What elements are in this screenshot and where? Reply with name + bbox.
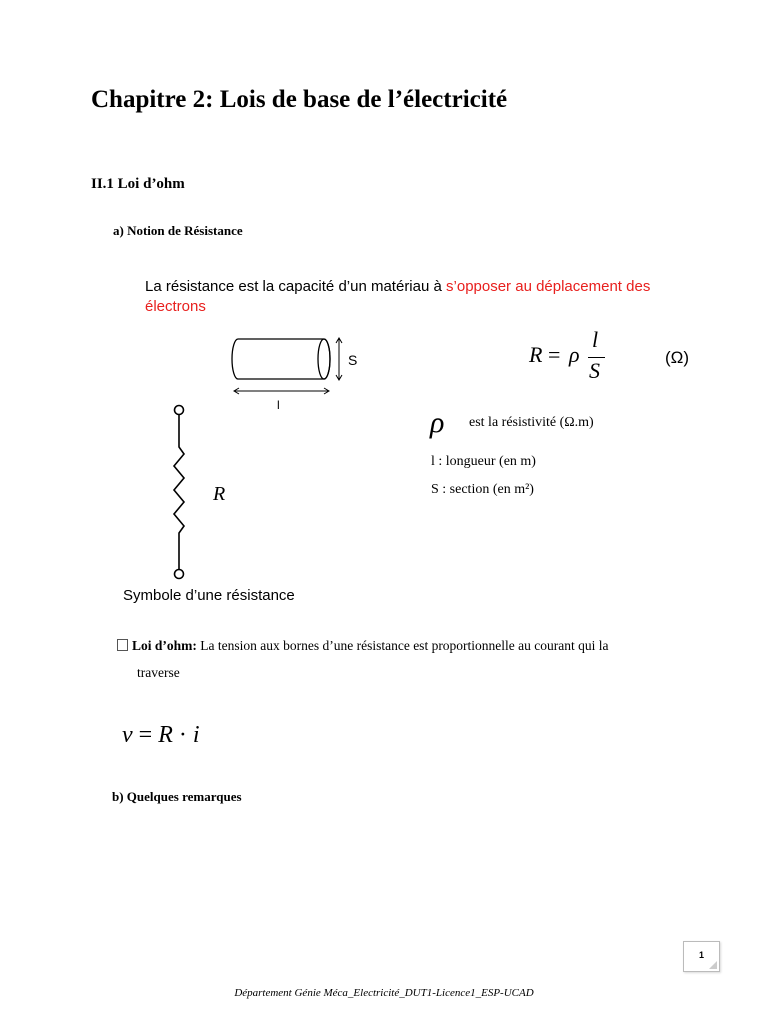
ohm-law-term: Loi d’ohm: <box>132 638 197 653</box>
page-footer: Département Génie Méca_Electricité_DUT1-Licence1_ESP-UCAD <box>234 987 534 999</box>
length-definition: l : longueur (en m) <box>431 454 536 469</box>
cylinder-end <box>318 339 330 379</box>
resistor-label: R <box>213 483 226 505</box>
terminal-top <box>175 406 184 415</box>
page-number-text: 1 <box>698 950 704 960</box>
formula-lhs: R <box>529 342 543 367</box>
formula-v-R: R <box>158 722 173 748</box>
resistor-caption: Symbole d’une résistance <box>123 587 295 604</box>
formula-v: v <box>122 722 133 748</box>
formula-v-eq: = <box>138 722 153 748</box>
cylinder-diagram <box>220 330 370 410</box>
ohm-law-continuation: traverse <box>137 665 180 680</box>
formula-v-dot: · <box>178 722 187 748</box>
intro-text: La résistance est la capacité d’un matériau à <box>145 278 447 295</box>
resistance-formula <box>529 327 709 387</box>
formula-den: S <box>589 358 600 383</box>
intro-highlight: s’opposer au déplacement des électrons <box>145 278 651 315</box>
rho-symbol: ρ <box>430 406 445 439</box>
ohm-law-statement <box>117 638 609 654</box>
page-number <box>683 941 720 972</box>
formula-eq: = <box>548 342 561 367</box>
formula-unit: (Ω) <box>665 348 690 367</box>
terminal-bottom <box>175 570 184 579</box>
page-title: Chapitre 2: Lois de base de l’électricité <box>91 86 508 113</box>
intro-paragraph <box>145 277 705 317</box>
ohm-law-text: La tension aux bornes d’une résistance est proportionnelle au courant qui la <box>196 638 609 653</box>
formula-rho: ρ <box>569 342 580 367</box>
section-definition: S : section (en m²) <box>431 482 534 497</box>
resistor-symbol <box>160 398 240 583</box>
page-curl-icon <box>709 961 717 969</box>
section-heading: II.1 Loi d’ohm <box>91 176 185 192</box>
length-label: l <box>277 398 280 410</box>
cylinder-body <box>232 339 330 379</box>
bullet-icon <box>117 639 128 651</box>
rho-definition: est la résistivité (Ω.m) <box>469 415 594 430</box>
formula-num: l <box>592 327 599 352</box>
ohm-formula <box>122 722 200 749</box>
formula-v-i: i <box>192 722 200 748</box>
section-label: S <box>348 352 358 368</box>
resistor-zigzag <box>174 415 184 569</box>
subsection-heading-b: b) Quelques remarques <box>112 789 242 804</box>
subsection-heading-a: a) Notion de Résistance <box>113 223 243 238</box>
